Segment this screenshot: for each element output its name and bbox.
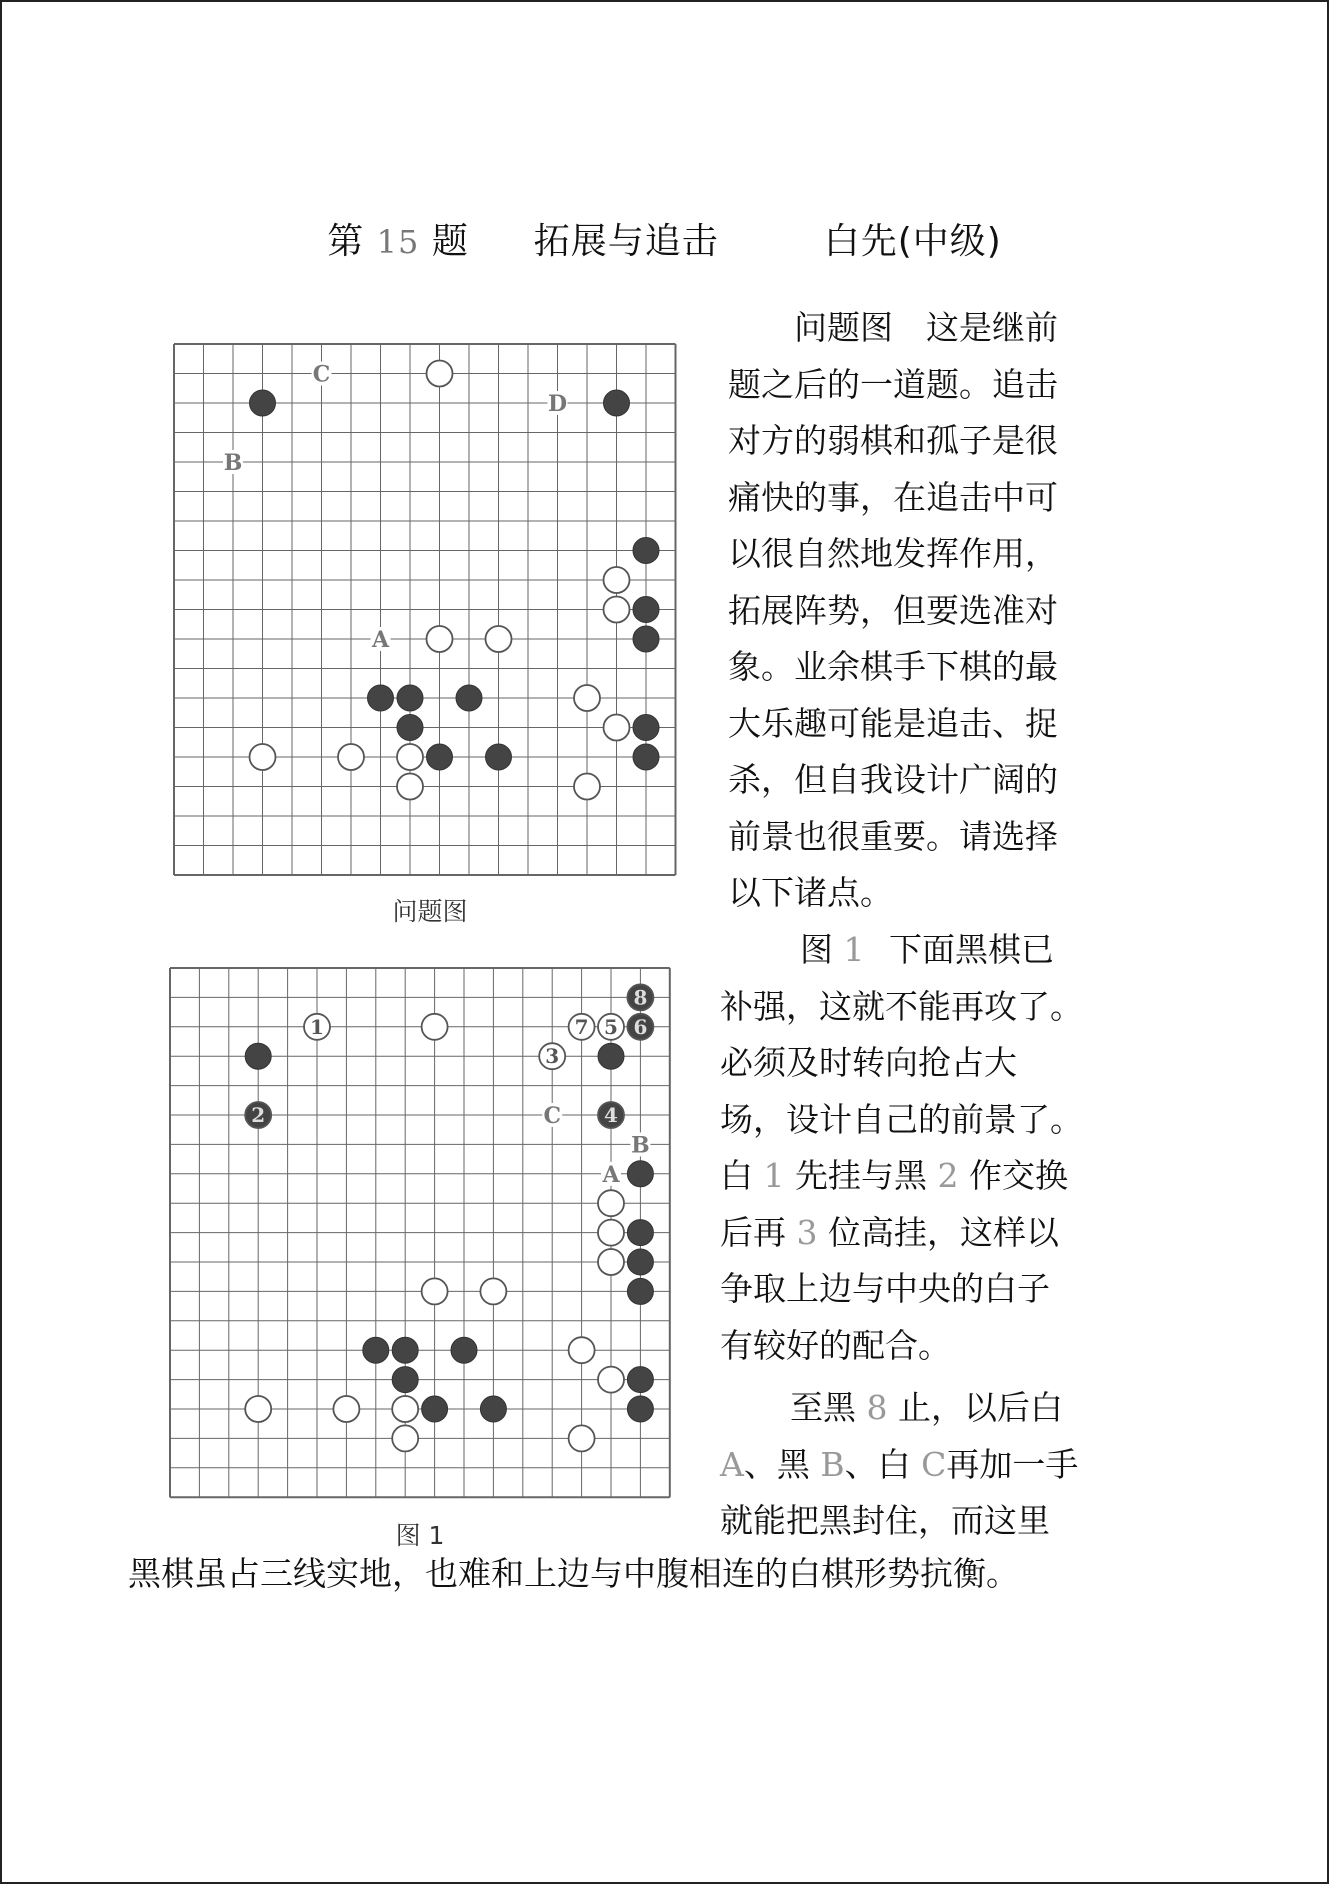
text-line: 图 1 下面黑棋已	[800, 930, 1054, 969]
black-stone	[633, 597, 659, 623]
title-prefix: 第	[327, 221, 365, 262]
bottom-text-line: 黑棋虽占三线实地，也难和上边与中腹相连的白棋形势抗衡。	[128, 1554, 1019, 1593]
text-line: 就能把黑封住，而这里	[720, 1501, 1050, 1540]
text-line: 问题图 这是继前	[728, 308, 1058, 347]
white-stone	[338, 744, 364, 770]
white-stone	[569, 1337, 595, 1363]
text-line: 至黑 8 止，以后白	[790, 1388, 1063, 1427]
black-stone	[245, 1043, 271, 1069]
text-line: 象。业余棋手下棋的最	[728, 647, 1058, 686]
text-line: 有较好的配合。	[720, 1325, 951, 1365]
black-stone	[633, 715, 659, 741]
white-stone	[245, 1396, 271, 1422]
white-stone	[333, 1396, 359, 1422]
black-stone	[486, 744, 512, 770]
board-label: B	[223, 450, 243, 476]
white-stone	[598, 1220, 624, 1246]
black-stone	[422, 1396, 448, 1422]
black-stone	[633, 538, 659, 564]
white-stone	[392, 1396, 418, 1422]
text-line: A、黑 B、白 C再加一手	[720, 1444, 1079, 1484]
figure-1-diagram	[166, 964, 688, 1504]
black-stone	[368, 685, 394, 711]
text-line: 拓展阵势，但要选准对	[728, 590, 1058, 630]
figure-1-caption: 图 1	[395, 1521, 445, 1550]
text-line: 大乐趣可能是追击、捉	[728, 703, 1058, 743]
text-line: 场，设计自己的前景了。	[720, 1099, 1083, 1139]
text-line: 以很自然地发挥作用，	[728, 534, 1058, 573]
white-stone	[397, 744, 423, 770]
white-stone	[604, 715, 630, 741]
white-stone	[427, 626, 453, 652]
black-stone	[427, 744, 453, 770]
black-stone	[480, 1396, 506, 1422]
title-suffix: 题	[431, 221, 469, 262]
stone-number: 7	[574, 1014, 589, 1039]
black-stone	[397, 685, 423, 711]
title-side: 白先(中级)	[823, 221, 1002, 262]
conclusion-text	[720, 1380, 1078, 1550]
white-stone	[604, 567, 630, 593]
black-stone	[250, 390, 276, 416]
white-stone	[598, 1367, 624, 1393]
text-line: 以下诸点。	[728, 873, 893, 912]
board-label: A	[371, 627, 390, 653]
text-line: 后再 3 位高挂，这样以	[720, 1212, 1059, 1252]
stone-number: 2	[251, 1103, 266, 1127]
black-stone	[633, 744, 659, 770]
black-stone	[598, 1043, 624, 1069]
problem-diagram	[170, 340, 697, 880]
figure-1-description	[720, 922, 1083, 1374]
text-line: 白 1 先挂与黑 2 作交换	[720, 1156, 1068, 1195]
white-stone	[250, 744, 276, 770]
white-stone	[480, 1278, 506, 1304]
white-stone	[397, 774, 423, 800]
text-line: 题之后的一道题。追击	[728, 364, 1058, 404]
black-stone	[392, 1367, 418, 1393]
page-title	[0, 213, 1329, 264]
text-line: 痛快的事，在追击中可	[728, 477, 1058, 517]
stone-number: 8	[633, 985, 648, 1010]
text-line: 补强，这就不能再攻了。	[720, 986, 1083, 1026]
black-stone	[627, 1249, 653, 1275]
text-line: 杀，但自我设计广阔的	[728, 760, 1058, 799]
board-label: C	[312, 361, 331, 388]
board-label: A	[602, 1161, 620, 1188]
black-stone	[633, 626, 659, 652]
black-stone	[627, 1278, 653, 1304]
stone-number: 6	[633, 1014, 648, 1039]
black-stone	[392, 1337, 418, 1363]
board-label: C	[543, 1103, 561, 1129]
black-stone	[627, 1220, 653, 1246]
board-label: B	[631, 1132, 650, 1159]
stone-number: 4	[604, 1103, 618, 1127]
title-topic: 拓展与追击	[533, 221, 719, 262]
problem-diagram-caption: 问题图	[392, 897, 468, 926]
text-line: 必须及时转向抢占大	[720, 1043, 1017, 1082]
white-stone	[427, 361, 453, 387]
black-stone	[451, 1337, 477, 1363]
white-stone	[569, 1425, 595, 1451]
white-stone	[422, 1014, 448, 1040]
black-stone	[397, 715, 423, 741]
white-stone	[422, 1278, 448, 1304]
text-line: 前景也很重要。请选择	[728, 816, 1058, 856]
black-stone	[627, 1367, 653, 1393]
white-stone	[574, 774, 600, 800]
title-number: 15	[376, 223, 420, 261]
white-stone	[598, 1249, 624, 1275]
stone-number: 5	[604, 1014, 618, 1039]
stone-number: 1	[310, 1014, 324, 1039]
black-stone	[456, 685, 482, 711]
black-stone	[627, 1161, 653, 1187]
white-stone	[392, 1425, 418, 1451]
board-label: D	[547, 391, 568, 417]
text-line: 对方的弱棋和孤子是很	[728, 421, 1058, 460]
problem-description	[728, 300, 1058, 922]
black-stone	[363, 1337, 389, 1363]
text-line: 争取上边与中央的白子	[720, 1269, 1050, 1308]
white-stone	[574, 685, 600, 711]
black-stone	[604, 390, 630, 416]
white-stone	[598, 1190, 624, 1216]
white-stone	[604, 597, 630, 623]
stone-number: 3	[545, 1044, 560, 1069]
white-stone	[486, 626, 512, 652]
black-stone	[627, 1396, 653, 1422]
